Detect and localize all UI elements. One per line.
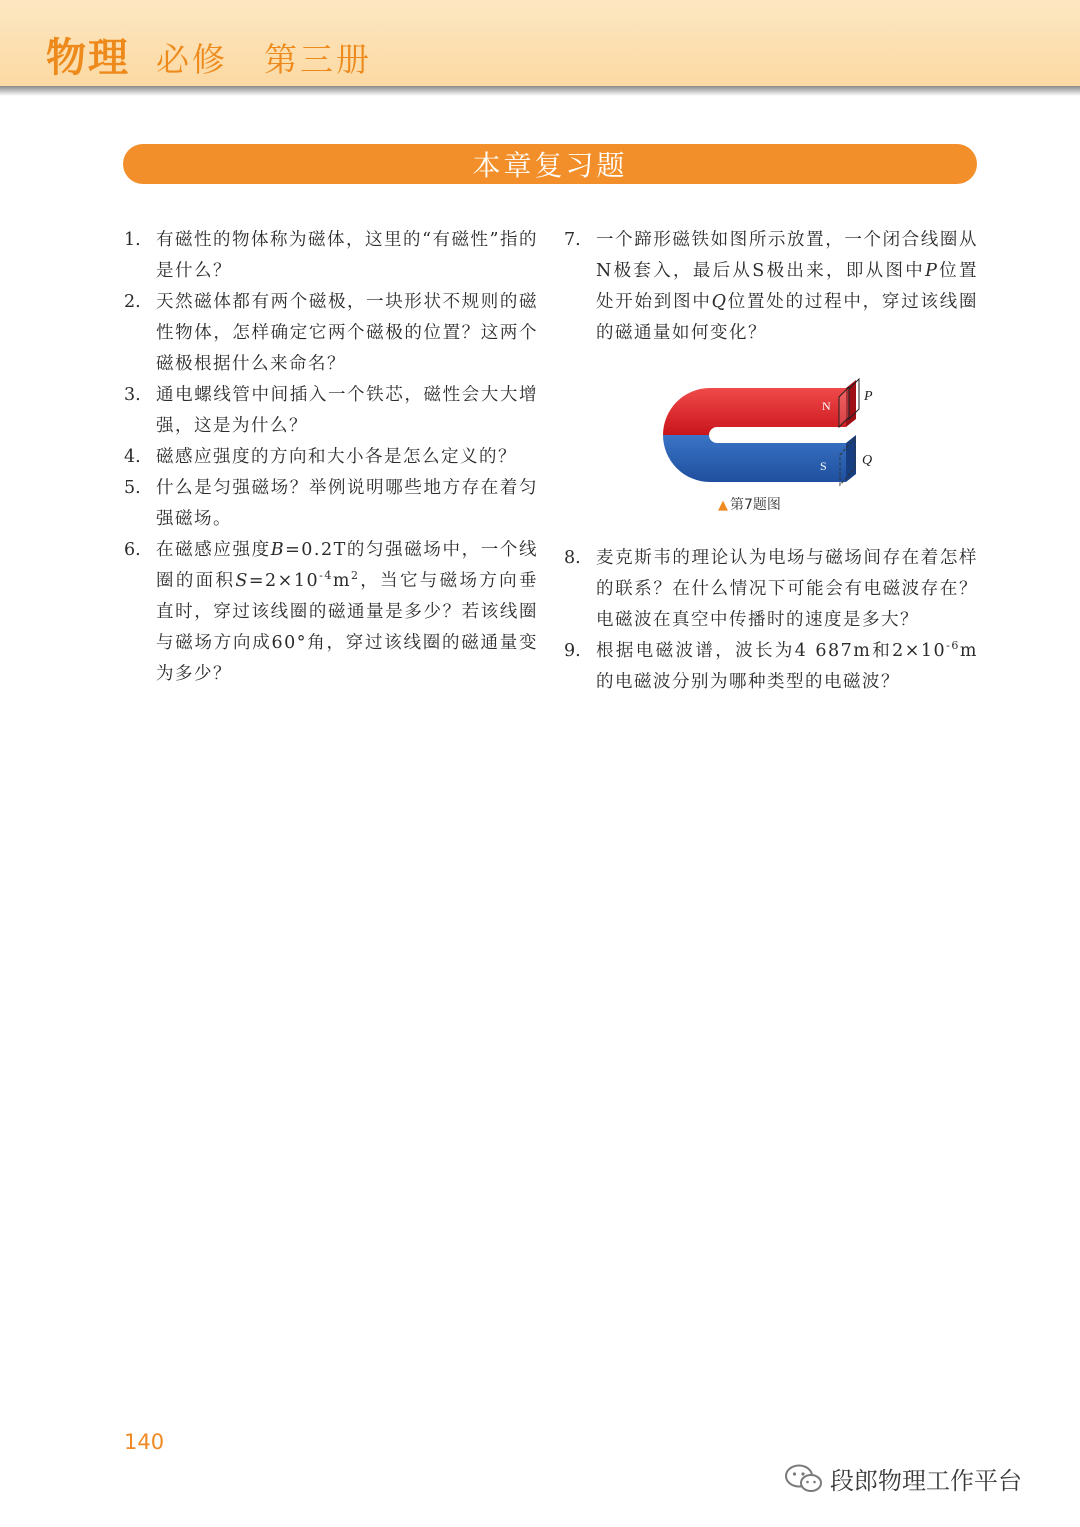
variable-s: S <box>235 571 249 591</box>
watermark <box>784 1461 1022 1496</box>
question-text: 麦克斯韦的理论认为电场与磁场间存在着怎样的联系？在什么情况下可能会有电磁波存在？电磁波在真空中传播时的速度是多大？ <box>596 548 978 630</box>
section-title: 本章复习题 <box>472 149 628 182</box>
wechat-icon <box>784 1463 824 1495</box>
question-4 <box>120 442 538 473</box>
exponent: -6 <box>946 639 960 652</box>
question-text: =2×10 <box>248 571 320 591</box>
book-volume: 必修 第三册 <box>156 40 372 79</box>
question-9 <box>560 636 978 698</box>
page-header <box>0 0 1080 86</box>
question-text: 有磁性的物体称为磁体，这里的“有磁性”指的是什么？ <box>156 230 538 281</box>
label-p: P <box>864 389 873 404</box>
question-number: 1. <box>124 230 141 250</box>
figure-caption <box>718 494 781 514</box>
label-s: S <box>820 459 827 473</box>
question-text: m的电磁波分别为哪种类型的电磁波？ <box>596 641 978 692</box>
question-text: 根据电磁波谱，波长为4 687m和2×10 <box>596 641 947 661</box>
section-title-bar <box>123 144 977 184</box>
question-text: 在磁感应强度 <box>156 540 271 560</box>
label-n: N <box>822 399 831 413</box>
magnet-north-half <box>663 388 846 435</box>
watermark-text: 段郎物理工作平台 <box>830 1467 1022 1495</box>
question-1 <box>120 225 538 287</box>
question-text: 天然磁体都有两个磁极，一块形状不规则的磁性物体，怎样确定它两个磁极的位置？这两个磁极根据什么来命名？ <box>156 292 538 374</box>
figure-caption-text: 第7题图 <box>730 497 781 513</box>
variable-p: P <box>925 261 939 281</box>
question-5 <box>120 473 538 535</box>
question-3 <box>120 380 538 442</box>
question-number: 7. <box>564 230 581 250</box>
question-text: 位置处开始到图中 <box>596 261 978 312</box>
question-number: 3. <box>124 385 141 405</box>
question-number: 4. <box>124 447 141 467</box>
question-text: 磁感应强度的方向和大小各是怎么定义的？ <box>156 447 517 467</box>
question-number: 9. <box>564 641 581 661</box>
question-7 <box>560 225 978 349</box>
magnet-south-half <box>663 435 846 482</box>
question-2 <box>120 287 538 380</box>
question-text: 位置处的过程中，穿过该线圈的磁通量如何变化？ <box>596 292 979 343</box>
page-number: 140 <box>124 1430 165 1454</box>
question-text: 通电螺线管中间插入一个铁芯，磁性会大大增强，这是为什么？ <box>156 385 538 436</box>
question-text: ，当它与磁场方向垂直时，穿过该线圈的磁通量是多少？若该线圈与磁场方向成60°角，穿过该线圈的磁通量变为多少？ <box>156 571 539 684</box>
caption-triangle-icon: ▲ <box>718 498 728 513</box>
variable-q: Q <box>711 292 728 312</box>
header-shadow <box>0 86 1080 96</box>
question-text: 什么是匀强磁场？举例说明哪些地方存在着匀强磁场。 <box>156 478 538 529</box>
questions-left-column <box>120 225 538 690</box>
label-q: Q <box>862 453 873 468</box>
question-6 <box>120 535 538 690</box>
question-number: 5. <box>124 478 141 498</box>
variable-b: B <box>270 540 286 560</box>
question-text: =0.2T的匀强磁场中，一个线圈的面积 <box>156 540 538 591</box>
question-text: 一个蹄形磁铁如图所示放置，一个闭合线圈从N极套入，最后从S极出来，即从图中 <box>596 230 978 281</box>
exponent: 2 <box>350 569 360 582</box>
question-number: 8. <box>564 548 581 568</box>
question-8 <box>560 543 978 636</box>
book-subject: 物理 <box>46 35 130 81</box>
question-text: m <box>332 571 351 591</box>
question-number: 6. <box>124 540 141 560</box>
exponent: -4 <box>319 569 333 582</box>
question-number: 2. <box>124 292 141 312</box>
